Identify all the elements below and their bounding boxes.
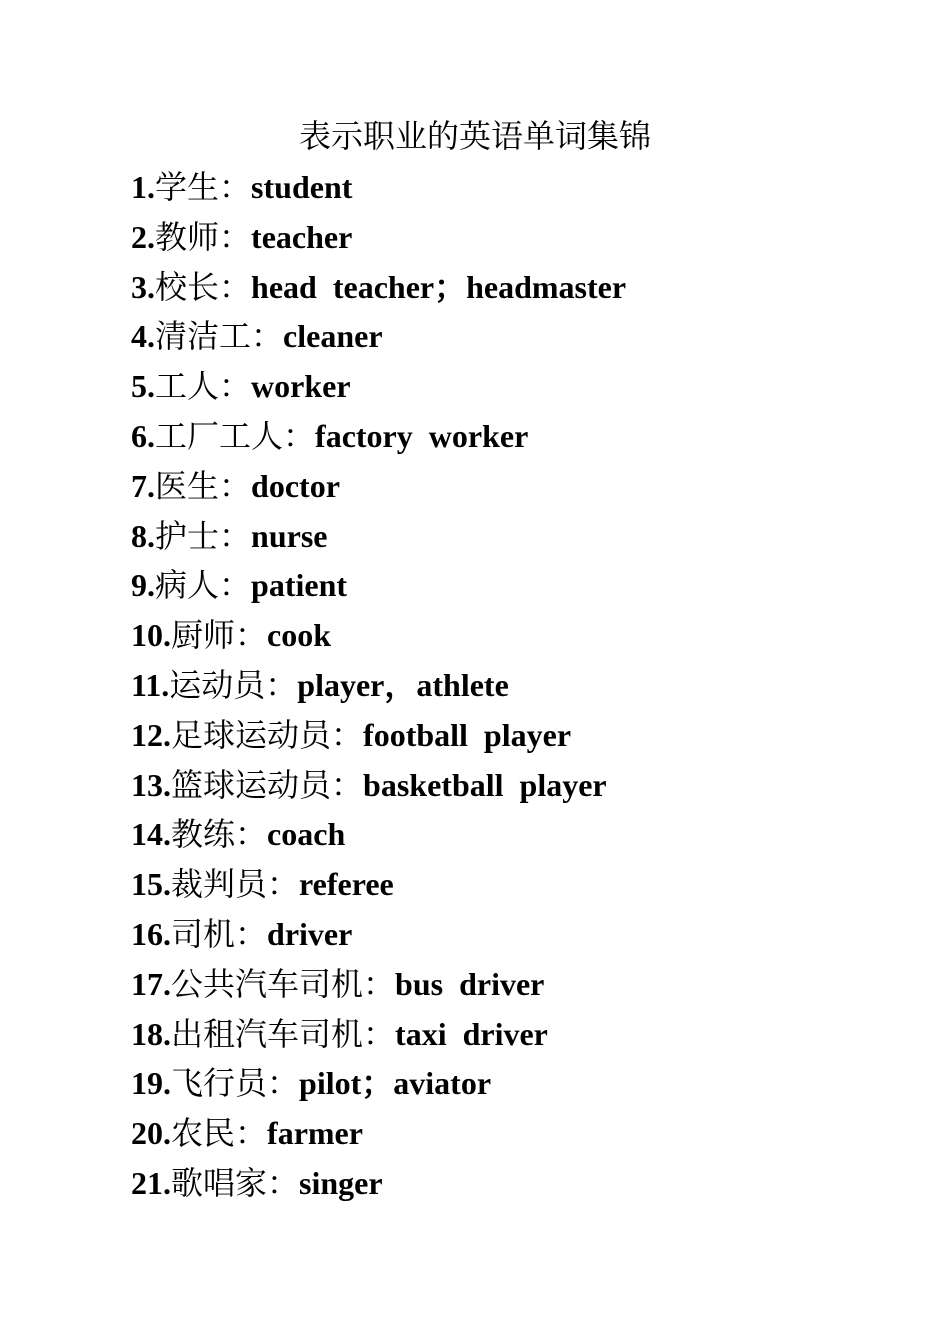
item-separator: ： [219, 368, 252, 405]
item-chinese-term: 厨师 [171, 617, 236, 654]
list-item [131, 163, 626, 213]
item-number: 7. [131, 467, 155, 504]
item-separator: ： [331, 766, 364, 803]
item-english-term: student [251, 169, 353, 205]
item-number: 6. [131, 417, 155, 454]
item-chinese-term: 医生 [155, 467, 220, 504]
item-english-term: taxi driver [395, 1015, 548, 1052]
item-english-term: basketball player [363, 766, 607, 803]
list-item [131, 711, 626, 761]
item-chinese-term: 学生 [155, 169, 220, 205]
item-separator: ： [219, 467, 252, 504]
item-number: 21. [131, 1164, 171, 1201]
item-english-term: nurse [251, 517, 328, 554]
item-number: 15. [131, 866, 171, 903]
item-number: 17. [131, 965, 171, 1002]
item-chinese-term: 篮球运动员 [171, 766, 332, 803]
document-title: 表示职业的英语单词集锦 [298, 118, 651, 154]
item-english-term: doctor [251, 467, 340, 504]
list-item [131, 1010, 626, 1060]
list-item [131, 362, 626, 412]
list-item [131, 960, 626, 1010]
list-item [131, 1059, 626, 1109]
item-number: 19. [131, 1065, 171, 1102]
item-english-term: head teacher；headmaster [251, 268, 627, 305]
item-number: 13. [131, 766, 171, 803]
item-english-term: cleaner [283, 318, 383, 355]
item-chinese-term: 司机 [171, 915, 236, 952]
list-item [131, 661, 626, 711]
item-number: 1. [131, 169, 155, 205]
item-number: 18. [131, 1015, 171, 1052]
item-number: 10. [131, 617, 171, 654]
item-english-term: referee [299, 866, 394, 903]
item-separator: ： [363, 1015, 396, 1052]
item-chinese-term: 歌唱家 [171, 1164, 268, 1201]
item-english-term: pilot；aviator [299, 1065, 492, 1102]
item-number: 14. [131, 816, 171, 853]
item-number: 16. [131, 915, 171, 952]
item-chinese-term: 农民 [171, 1115, 236, 1152]
item-chinese-term: 教师 [155, 218, 220, 255]
item-separator: ： [251, 318, 284, 355]
item-separator: ： [219, 169, 252, 205]
item-english-term: farmer [267, 1115, 363, 1152]
item-english-term: worker [251, 368, 351, 405]
item-english-term: singer [299, 1164, 383, 1201]
item-chinese-term: 出租汽车司机 [171, 1015, 364, 1052]
item-separator: ： [235, 816, 268, 853]
item-number: 12. [131, 716, 171, 753]
item-number: 5. [131, 368, 155, 405]
item-english-term: bus driver [395, 965, 545, 1002]
item-english-term: coach [267, 816, 346, 853]
item-chinese-term: 工人 [155, 368, 220, 405]
item-chinese-term: 飞行员 [171, 1065, 268, 1102]
item-english-term: cook [267, 617, 332, 654]
item-english-term: football player [363, 716, 572, 753]
item-separator: ： [219, 517, 252, 554]
item-english-term: player，athlete [297, 666, 509, 703]
list-item [131, 561, 626, 611]
item-number: 8. [131, 517, 155, 554]
item-chinese-term: 运动员 [169, 666, 266, 703]
item-chinese-term: 护士 [155, 517, 220, 554]
item-chinese-term: 工厂工人 [155, 417, 284, 454]
item-separator: ： [219, 218, 252, 255]
vocabulary-list [131, 163, 626, 1209]
item-chinese-term: 病人 [155, 567, 220, 604]
item-separator: ： [283, 417, 316, 454]
item-chinese-term: 裁判员 [171, 866, 268, 903]
item-separator: ： [219, 567, 252, 604]
list-item [131, 1159, 626, 1209]
list-item [131, 910, 626, 960]
list-item [131, 761, 626, 811]
item-chinese-term: 公共汽车司机 [171, 965, 364, 1002]
item-english-term: patient [251, 567, 348, 604]
list-item [131, 213, 626, 263]
list-item [131, 263, 626, 313]
list-item [131, 860, 626, 910]
list-item [131, 312, 626, 362]
item-chinese-term: 足球运动员 [171, 716, 332, 753]
item-number: 11. [131, 666, 170, 703]
item-separator: ： [265, 666, 298, 703]
item-number: 3. [131, 268, 155, 305]
item-separator: ： [267, 1164, 300, 1201]
item-separator: ： [235, 617, 268, 654]
item-chinese-term: 教练 [171, 816, 236, 853]
list-item [131, 810, 626, 860]
item-chinese-term: 校长 [155, 268, 220, 305]
item-separator: ： [363, 965, 396, 1002]
item-separator: ： [267, 1065, 300, 1102]
item-number: 9. [131, 567, 155, 604]
item-separator: ： [235, 915, 268, 952]
item-number: 4. [131, 318, 155, 355]
item-number: 20. [131, 1115, 171, 1152]
item-separator: ： [331, 716, 364, 753]
item-english-term: teacher [251, 218, 353, 255]
item-separator: ： [267, 866, 300, 903]
item-english-term: factory worker [315, 417, 529, 454]
list-item [131, 611, 626, 661]
list-item [131, 1109, 626, 1159]
item-separator: ： [219, 268, 252, 305]
item-chinese-term: 清洁工 [155, 318, 252, 355]
list-item [131, 412, 626, 462]
item-english-term: driver [267, 915, 353, 952]
item-number: 2. [131, 218, 155, 255]
item-separator: ： [235, 1115, 268, 1152]
list-item [131, 512, 626, 562]
list-item [131, 462, 626, 512]
